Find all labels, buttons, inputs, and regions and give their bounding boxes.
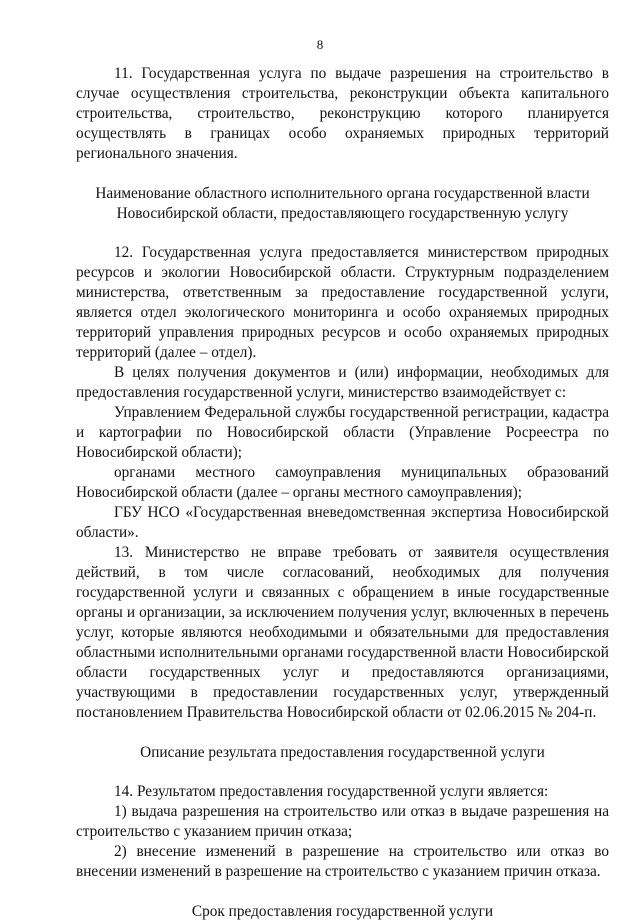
paragraph-local-government: органами местного самоуправления муниципальных образований Новосибирской области (далее – органы местного самоуправления); bbox=[76, 464, 609, 501]
paragraph-interaction-intro: В целях получения документов и (или) информации, необходимых для предоставления государственной услуги, министерство взаимодействует с: bbox=[76, 364, 609, 401]
section-heading-result: Описание результата предоставления государственной услуги bbox=[140, 744, 545, 761]
document-body bbox=[76, 64, 609, 922]
page-number: 8 bbox=[316, 37, 324, 52]
paragraph-14-item-1: 1) выдача разрешения на строительство или отказ в выдаче разрешения на строительство с указанием причин отказа; bbox=[76, 803, 609, 840]
paragraph-rosreestr: Управлением Федеральной службы государственной регистрации, кадастра и картографии по Новосибирской области (Управление Росреестра по Новосибирской области); bbox=[76, 404, 609, 461]
section-heading-term: Срок предоставления государственной услуги bbox=[191, 903, 494, 920]
section-heading-executive-body: Наименование областного исполнительного органа государственной власти Новосибирской области, предоставляющего государственную услугу bbox=[95, 185, 590, 222]
paragraph-11: 11. Государственная услуга по выдаче разрешения на строительство в случае осуществления строительства, реконструкции объекта капитального строительства, строительство, реконструкцию которого планируется осуществлять в границах особо охраняемых природных территорий регионального значения. bbox=[76, 65, 609, 162]
paragraph-expertise: ГБУ НСО «Государственная вневедомственная экспертиза Новосибирской области». bbox=[76, 504, 609, 541]
paragraph-14: 14. Результатом предоставления государственной услуги является: bbox=[114, 783, 549, 800]
paragraph-14-item-2: 2) внесение изменений в разрешение на строительство или отказ во внесении изменений в разрешение на строительство с указанием причин отказа. bbox=[76, 843, 609, 880]
paragraph-13: 13. Министерство не вправе требовать от заявителя осуществления действий, в том числе согласований, необходимых для получения государственной услуги и связанных с обращением в иные государственные органы и организации, за исключением получения услуг, включенных в перечень услуг, которые являются необходимыми и обязательными для предоставления областными исполнительными органами государственной власти Новосибирской области государственных услуг и предоставляются организациями, участвующими в предоставлении государственных услуг, утвержденный постановлением Правительства Новосибирской области от 02.06.2015 № 204-п. bbox=[76, 544, 609, 721]
paragraph-12: 12. Государственная услуга предоставляется министерством природных ресурсов и экологии Новосибирской области. Структурным подразделением министерства, ответственным за предоставление государственной услуги, является отдел экологического мониторинга и особо охраняемых природных территорий управления природных ресурсов и особо охраняемых природных территорий (далее – отдел). bbox=[76, 244, 609, 361]
